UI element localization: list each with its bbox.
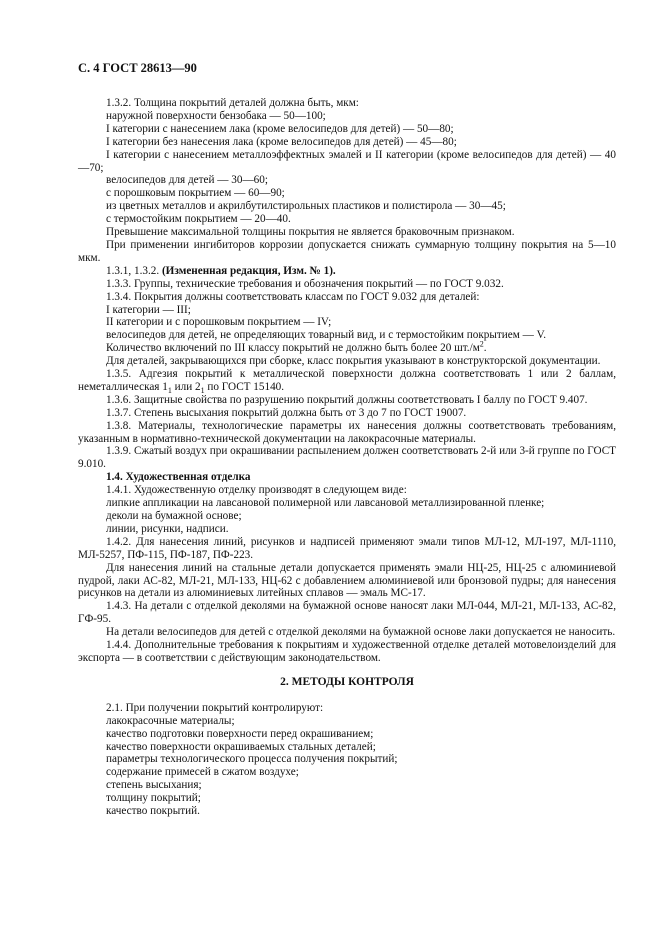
paragraph: 1.3.2. Толщина покрытий деталей должна быть, мкм: [106,97,359,109]
paragraph: 1.4.2. Для нанесения линий, рисунков и надписей применяют эмали типов МЛ-12, МЛ-197, МЛ-1110, МЛ-5257, ПФ-115, ПФ-187, ПФ-223. [78,535,616,561]
list-item: качество покрытий. [106,805,200,818]
paragraph: из цветных металлов и акрилбутилстирольных пластиков и полистирола — 30—45; [106,200,506,213]
document-body [78,97,616,818]
amendment-note [78,265,616,278]
paragraph: велосипедов для детей — 30—60; [106,174,268,187]
paragraph: 1.3.4. Покрытия должны соответствовать классам по ГОСТ 9.032 для деталей: [106,290,480,303]
subsection-heading: 1.4. Художественная отделка [106,471,251,484]
paragraph [78,339,616,355]
paragraph: деколи на бумажной основе; [106,510,242,522]
paragraph: 1.3.8. Материалы, технологические параметры их нанесения должны соответствовать требованиям, указанным в нормативно-технической документации на лакокрасочные материалы. [78,419,616,445]
paragraph: Для деталей, закрывающихся при сборке, класс покрытия указывают в конструкторской документации. [106,355,601,368]
page-header: С. 4 ГОСТ 28613—90 [78,61,197,75]
paragraph: Для нанесения линий на стальные детали допускается применять эмали НЦ-25, НЦ-25 с алюминиевой пудрой, лаки АС-82, МЛ-21, МЛ-133, НЦ-62 с добавлением алюминиевой или бронзовой пудры; для нанесения рисунков на детали из алюминиевых литейных сплавов — эмаль МС-17. [78,561,616,600]
paragraph: I категории — III; [106,303,191,316]
paragraph: с термостойким покрытием — 20—40. [106,213,291,226]
paragraph: 2.1. При получении покрытий контролируют: [106,701,324,714]
list-item: качество подготовки поверхности перед окрашиванием; [106,727,374,740]
text-run: по ГОСТ 15140. [204,380,285,393]
paragraph: липкие аппликации на лавсановой полимерной или лавсановой металлизированной пленке; [106,497,545,510]
amendment-clauses: 1.3.1, 1.3.2. [106,264,162,277]
paragraph [78,368,616,394]
paragraph: 1.3.9. Сжатый воздух при окрашивании распылением должен соответствовать 2-й или 3-й группе по ГОСТ 9.010. [78,445,616,471]
amendment-text: (Измененная редакция, Изм. № 1). [161,264,336,277]
paragraph: 1.4.3. На детали с отделкой деколями на бумажной основе наносят лаки МЛ-044, МЛ-21, МЛ-133, АС-82, ГФ-95. [78,600,616,626]
paragraph: 1.4.1. Художественную отделку производят в следующем виде: [106,484,407,497]
paragraph: наружной поверхности бензобака — 50—100; [106,109,326,122]
paragraph: Превышение максимальной толщины покрытия не является браковочным признаком. [106,226,515,239]
list-item: параметры технологического процесса получения покрытий; [106,753,398,766]
list-item: содержание примесей в сжатом воздухе; [106,766,299,779]
paragraph: На детали велосипедов для детей с отделкой деколями на бумажной основе лаки допускается не наносить. [106,626,616,639]
list-item: качество поверхности окрашиваемых стальных деталей; [106,740,376,753]
paragraph: I категории без нанесения лака (кроме велосипедов для детей) — 45—80; [106,135,457,148]
paragraph: велосипедов для детей, не определяющих товарный вид, и с термостойким покрытием — V. [106,329,547,342]
list-item: лакокрасочные материалы; [106,714,235,727]
text-run: . [483,342,487,355]
paragraph: 1.3.7. Степень высыхания покрытий должна быть от 3 до 7 по ГОСТ 19007. [106,406,467,419]
list-item: степень высыхания; [106,779,202,792]
paragraph: с порошковым покрытием — 60—90; [106,187,285,200]
paragraph: I категории с нанесением лака (кроме велосипедов для детей) — 50—80; [106,122,454,135]
paragraph: 1.3.6. Защитные свойства по разрушению покрытий должны соответствовать I баллу по ГОСТ 9.407. [106,393,588,406]
paragraph: 1.4.4. Дополнительные требования к покрытиям и художественной отделке деталей мотовелоизделий для экспорта — в соответствии с действующим законодательством. [78,639,616,664]
paragraph: 1.3.3. Группы, технические требования и обозначения покрытий — по ГОСТ 9.032. [106,277,504,290]
paragraph: линии, рисунки, надписи. [106,522,229,535]
superscript: 2 [479,339,484,349]
text-run: или 2 [171,380,201,393]
section-heading: 2. МЕТОДЫ КОНТРОЛЯ [280,675,414,688]
paragraph: При применении ингибиторов коррозии допускается снижать суммарную толщину покрытия на 5—10 мкм. [78,238,616,264]
text-run: Количество включений по III классу покрытий не должно быть более 20 шт./м [106,342,480,355]
subscript: 1 [200,386,205,396]
paragraph: I категории с нанесением металлоэффектных эмалей и II категории (кроме велосипедов для детей) — 40—70; [78,148,616,174]
subscript: 1 [167,386,172,396]
text-run: 1.3.5. Адгезия покрытий к металлической поверхности должна соответствовать 1 или 2 баллам, неметаллическая 1 [78,368,616,393]
paragraph: II категории и с порошковым покрытием — IV; [106,316,332,329]
list-item: толщину покрытий; [106,792,201,805]
